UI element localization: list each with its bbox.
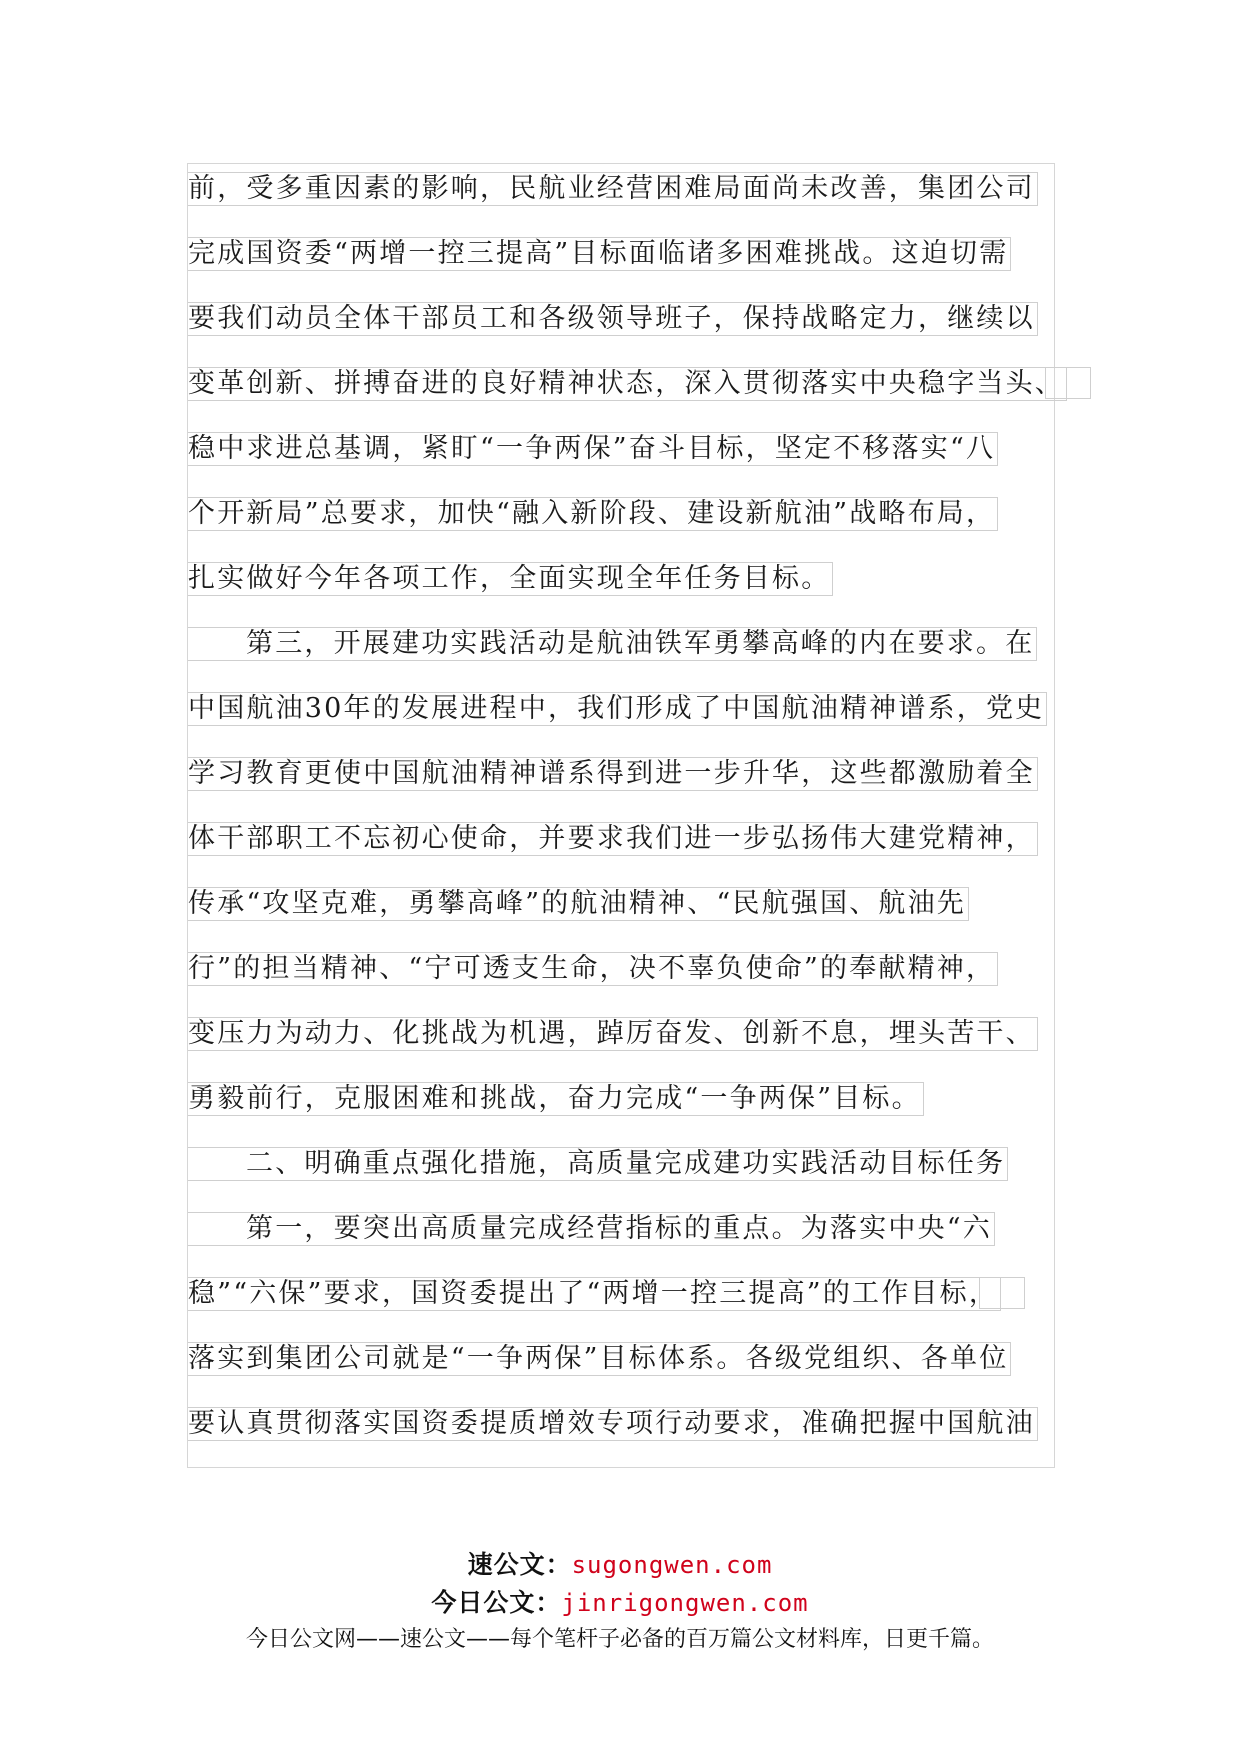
text-line: 稳中求进总基调，紧盯“一争两保”奋斗目标，坚定不移落实“八: [188, 432, 998, 466]
text-line-row: [188, 1017, 1088, 1082]
text-line: 二、明确重点强化措施，高质量完成建功实践活动目标任务: [188, 1147, 1008, 1181]
text-line: 体干部职工不忘初心使命，并要求我们进一步弘扬伟大建党精神，: [188, 822, 1038, 856]
text-line: 行”的担当精神、“宁可透支生命，决不辜负使命”的奉献精神，: [188, 952, 998, 986]
text-line-row: [188, 692, 1088, 757]
footer-slogan: 今日公文网——速公文——每个笔杆子必备的百万篇公文材料库，日更千篇。: [245, 1627, 994, 1652]
text-line-row: [188, 822, 1088, 887]
text-line: 落实到集团公司就是“一争两保”目标体系。各级党组织、各单位: [188, 1342, 1011, 1376]
text-line: 第一，要突出高质量完成经营指标的重点。为落实中央“六: [188, 1212, 995, 1246]
text-line: 勇毅前行，克服困难和挑战，奋力完成“一争两保”目标。: [188, 1082, 924, 1116]
text-line-row: [188, 757, 1088, 822]
footer-line-sugongwen: [0, 1545, 1240, 1581]
text-line-row: [188, 952, 1088, 1017]
text-line-row: [188, 172, 1088, 237]
footer-label-jinrigongwen: 今日公文：: [431, 1588, 562, 1617]
text-line: 扎实做好今年各项工作，全面实现全年任务目标。: [188, 562, 833, 596]
text-line: 稳”“六保”要求，国资委提出了“两增一控三提高”的工作目标，: [188, 1277, 1001, 1311]
text-line: 个开新局”总要求，加快“融入新阶段、建设新航油”战略布局，: [188, 497, 998, 531]
text-line: 中国航油30年的发展进程中，我们形成了中国航油精神谱系，党史: [188, 692, 1047, 726]
text-line-row: [188, 1147, 1088, 1212]
text-line: 第三，开展建功实践活动是航油铁军勇攀高峰的内在要求。在: [188, 627, 1037, 661]
text-line: 传承“攻坚克难，勇攀高峰”的航油精神、“民航强国、航油先: [188, 887, 969, 921]
text-line-row: [188, 887, 1088, 952]
text-line: 前，受多重因素的影响，民航业经营困难局面尚未改善，集团公司: [188, 172, 1038, 206]
footer-link-jinrigongwen[interactable]: jinrigongwen.com: [561, 1589, 809, 1617]
text-line-row: [188, 1082, 1088, 1147]
line-overflow-box: [1045, 367, 1091, 399]
text-line-row: [188, 497, 1088, 562]
text-line-row: [188, 1277, 1088, 1342]
line-overflow-box: [979, 1277, 1025, 1309]
text-line-row: [188, 237, 1088, 302]
document-body: [188, 172, 1088, 1472]
text-line: 学习教育更使中国航油精神谱系得到进一步升华，这些都激励着全: [188, 757, 1038, 791]
text-line-row: [188, 432, 1088, 497]
footer-label-sugongwen: 速公文：: [467, 1550, 572, 1579]
footer-link-sugongwen[interactable]: sugongwen.com: [571, 1551, 773, 1579]
text-line-row: [188, 302, 1088, 367]
text-line: 变压力为动力、化挑战为机遇，踔厉奋发、创新不息，埋头苦干、: [188, 1017, 1038, 1051]
text-line-row: [188, 1212, 1088, 1277]
text-line: 要认真贯彻落实国资委提质增效专项行动要求，准确把握中国航油: [188, 1407, 1038, 1441]
text-line-row: [188, 1407, 1088, 1472]
text-line-row: [188, 627, 1088, 692]
text-line: 完成国资委“两增一控三提高”目标面临诸多困难挑战。这迫切需: [188, 237, 1011, 271]
text-line-row: [188, 367, 1088, 432]
text-line: 变革创新、拼搏奋进的良好精神状态，深入贯彻落实中央稳字当头、: [188, 367, 1067, 401]
footer-line-jinrigongwen: [0, 1583, 1240, 1619]
text-line: 要我们动员全体干部员工和各级领导班子，保持战略定力，继续以: [188, 302, 1038, 336]
text-line-row: [188, 1342, 1088, 1407]
text-line-row: [188, 562, 1088, 627]
